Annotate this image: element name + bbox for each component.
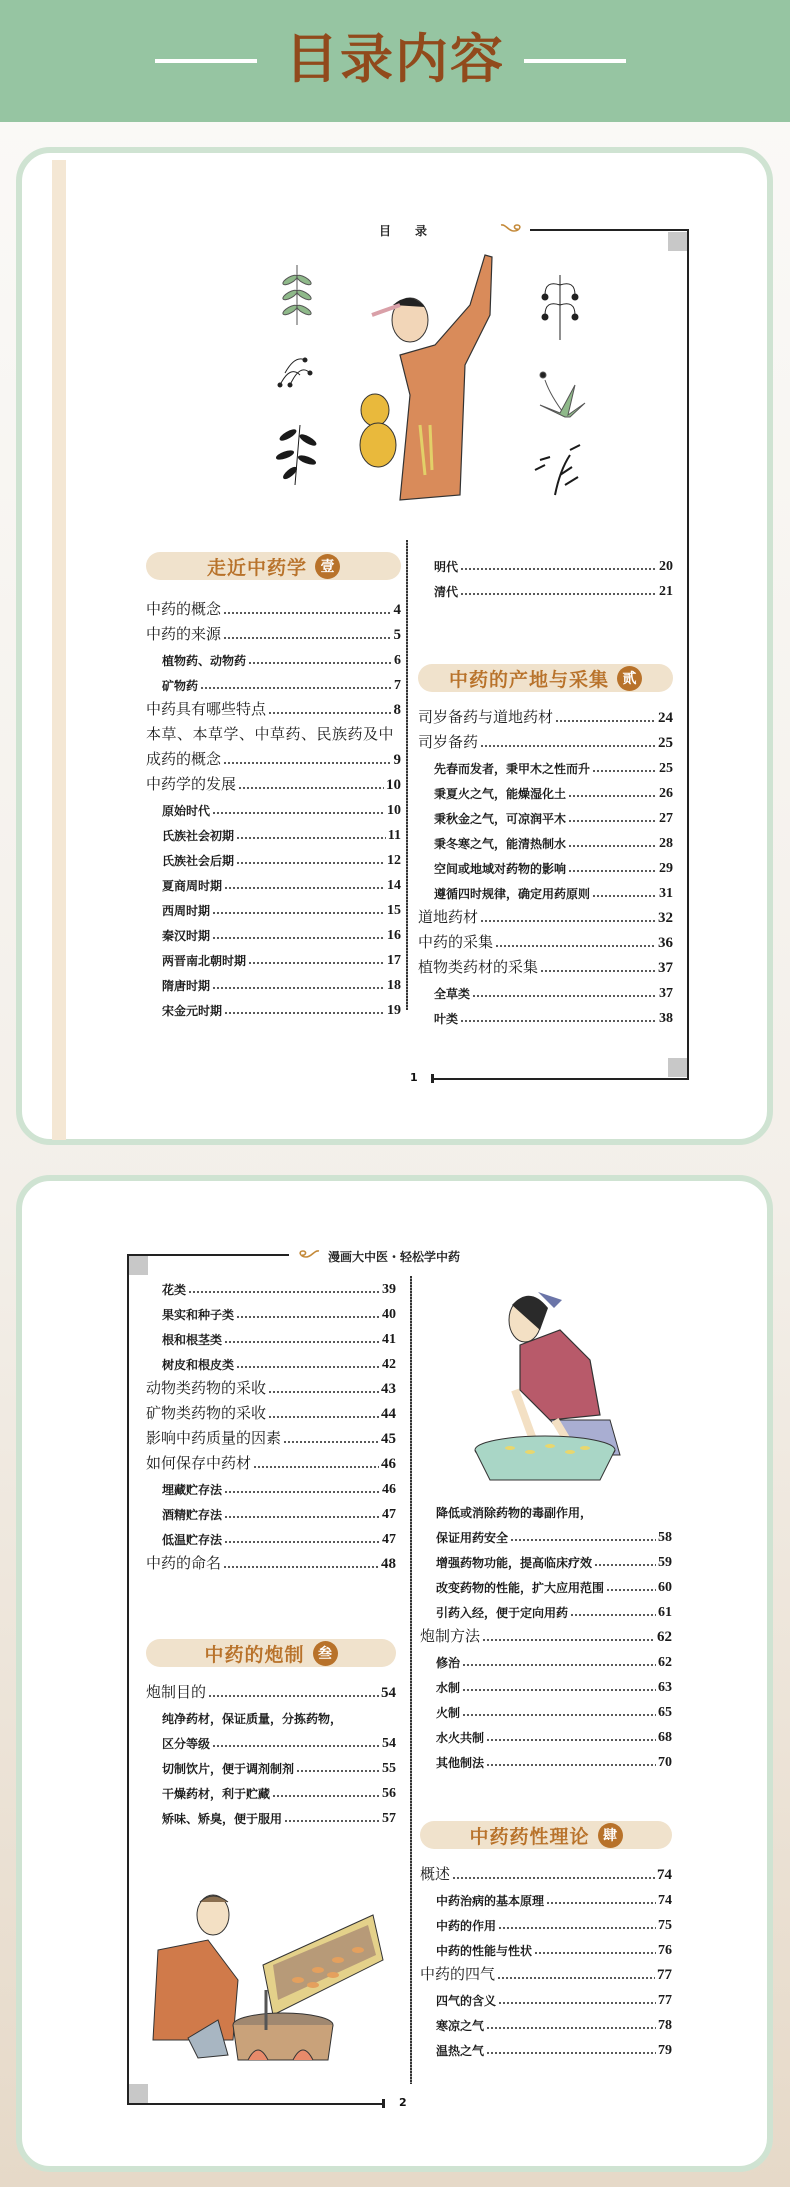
header-banner [0,0,790,122]
page2-bottom-rule [127,2103,383,2105]
toc-entry[interactable]: 火制 65 [436,1705,672,1720]
section-badge-icon: 肆 [598,1823,623,1848]
toc-entry[interactable]: 全草类 37 [434,986,673,1001]
toc-entry[interactable]: 中药的性能与性状 76 [436,1943,672,1958]
toc-entry[interactable]: 氏族社会初期 11 [162,828,401,843]
page2-left-rule [127,1254,129,2104]
section-header-2 [418,664,673,692]
toc-entry[interactable]: 空间或地域对药物的影响 29 [434,861,673,876]
toc-entry[interactable]: 四气的含义 77 [436,1993,672,2008]
toc-entry[interactable]: 成药的概念 9 [146,750,401,768]
toc-entry[interactable]: 修治 62 [436,1655,672,1670]
section-badge-icon: 壹 [315,554,340,579]
man-roasting-herbs-illustration [138,1870,398,2070]
section-badge-icon: 叁 [313,1641,338,1666]
toc-entry[interactable]: 隋唐时期 18 [162,978,401,993]
toc-entry[interactable]: 根和根茎类 41 [162,1332,396,1347]
toc-entry[interactable]: 植物类药材的采集 37 [418,958,673,976]
page2-top-rule [127,1254,289,1256]
toc-entry[interactable]: 本草、本草学、中草药、民族药及中 [146,725,395,743]
section-title: 中药的产地与采集 [448,668,609,691]
toc-entry[interactable]: 区分等级 54 [162,1736,396,1751]
toc-entry[interactable]: 切制饮片，便于调剂制剂 55 [162,1761,396,1776]
toc-entry[interactable]: 中药的概念 4 [146,600,401,618]
flower-sprig-icon [278,358,312,387]
page2-left-toc [146,1273,396,1827]
toc-entry[interactable]: 司岁备药与道地药材 24 [418,708,673,726]
woman-washing-herbs-illustration [440,1270,640,1495]
page2-right-toc [420,1496,672,2059]
page2-column-divider [410,1276,412,2084]
toc-entry[interactable]: 遵循四时规律，确定用药原则 31 [434,886,673,901]
toc-entry[interactable]: 中药学的发展 10 [146,775,401,793]
toc-entry[interactable]: 增强药物功能，提高临床疗效 59 [436,1555,672,1570]
toc-entry[interactable]: 影响中药质量的因素 45 [146,1429,396,1447]
toc-entry[interactable]: 干燥药材，利于贮藏 56 [162,1786,396,1801]
page1-number: 1 [410,1071,418,1084]
toc-entry[interactable]: 概述 74 [420,1865,672,1883]
fern-sprig-icon [535,445,580,495]
herb-sprig-icon [282,265,313,325]
page1-bottom-rule-tick [431,1074,434,1083]
toc-entry[interactable]: 水火共制 68 [436,1730,672,1745]
toc-entry[interactable]: 温热之气 79 [436,2043,672,2058]
toc-entry[interactable]: 如何保存中药材 46 [146,1454,396,1472]
dark-leaf-branch-icon [276,425,318,485]
toc-entry[interactable]: 夏商周时期 14 [162,878,401,893]
toc-entry[interactable]: 炮制目的 54 [146,1683,396,1701]
toc-entry[interactable]: 果实和种子类 40 [162,1307,396,1322]
page1-top-rule [530,229,688,231]
toc-entry[interactable]: 保证用药安全 58 [436,1530,672,1545]
toc-entry[interactable]: 矿物药 7 [162,678,401,693]
section-header-4 [420,1821,672,1849]
toc-entry[interactable]: 中药的采集 36 [418,933,673,951]
toc-entry[interactable]: 氏族社会后期 12 [162,853,401,868]
toc-entry[interactable]: 改变药物的性能，扩大应用范围 60 [436,1580,672,1595]
section-header-3 [146,1639,396,1667]
toc-entry[interactable]: 纯净药材，保证质量，分拣药物， [162,1712,343,1726]
page1-running-head: 目 录 [379,224,428,238]
toc-entry[interactable]: 寒凉之气 78 [436,2018,672,2033]
banner-title: 目录内容 [285,29,505,90]
toc-entry[interactable]: 道地药材 32 [418,908,673,926]
toc-entry[interactable]: 秉秋金之气，可凉润平木 27 [434,811,673,826]
toc-entry[interactable]: 炮制方法 62 [420,1627,672,1645]
toc-entry[interactable]: 酒精贮存法 47 [162,1507,396,1522]
grass-tuft-icon [540,372,585,417]
toc-entry[interactable]: 秦汉时期 16 [162,928,401,943]
toc-entry[interactable]: 中药的作用 75 [436,1918,672,1933]
page2-corner-marker-bottom [129,2084,148,2103]
toc-entry[interactable]: 花类 39 [162,1282,396,1297]
toc-entry[interactable]: 原始时代 10 [162,803,401,818]
toc-entry[interactable]: 其他制法 70 [436,1755,672,1770]
toc-entry[interactable]: 水制 63 [436,1680,672,1695]
page1-corner-marker-top [668,232,687,251]
section-title: 走近中药学 [206,556,307,579]
toc-entry[interactable]: 植物药、动物药 6 [162,653,401,668]
page1-right-rule [687,229,689,1079]
section-badge-icon: 贰 [617,666,642,691]
toc-entry[interactable]: 中药的来源 5 [146,625,401,643]
book-spine-shadow [52,160,66,1140]
toc-entry[interactable]: 低温贮存法 47 [162,1532,396,1547]
page2-running-head: 漫画大中医・轻松学中药 [328,1250,461,1264]
cloud-swirl-ornament-icon [500,222,534,236]
page1-column-divider [406,540,408,1010]
page1-bottom-rule [432,1078,689,1080]
toc-entry[interactable]: 动物类药物的采收 43 [146,1379,396,1397]
toc-entry[interactable]: 明代 20 [434,559,673,574]
toc-entry[interactable]: 秉冬寒之气，能清热制水 28 [434,836,673,851]
toc-entry[interactable]: 秉夏火之气，能燥湿化土 26 [434,786,673,801]
toc-entry[interactable]: 宋金元时期 19 [162,1003,401,1018]
page1-right-toc [418,550,673,1027]
toc-entry[interactable]: 叶类 38 [434,1011,673,1026]
toc-entry[interactable]: 两晋南北朝时期 17 [162,953,401,968]
toc-entry[interactable]: 清代 21 [434,584,673,599]
toc-entry[interactable]: 中药的命名 48 [146,1554,396,1572]
toc-entry[interactable]: 司岁备药 25 [418,733,673,751]
section-title: 中药药性理论 [469,1825,590,1848]
bell-flower-sprig-icon [542,275,578,340]
toc-entry[interactable]: 引药入经，便于定向用药 61 [436,1605,672,1620]
toc-entry[interactable]: 矿物类药物的采收 44 [146,1404,396,1422]
toc-entry[interactable]: 矫味、矫臭，便于服用 57 [162,1811,396,1826]
section-title: 中药的炮制 [204,1643,305,1666]
toc-entry[interactable]: 中药的四气 77 [420,1965,672,1983]
herbalist-figure [360,255,492,500]
toc-entry[interactable]: 先春而发者，秉甲木之性而升 25 [434,761,673,776]
page1-corner-marker-bottom [668,1058,687,1077]
toc-entry[interactable]: 降低或消除药物的毒副作用， [436,1506,593,1520]
page2-number: 2 [399,2096,407,2109]
toc-entry[interactable]: 埋藏贮存法 46 [162,1482,396,1497]
herbalist-illustration [260,245,600,515]
cloud-swirl-ornament-icon [286,1248,320,1262]
page2-bottom-rule-tick [382,2099,385,2108]
page1-left-toc [146,552,401,1019]
banner-right-rule [524,59,626,63]
section-header-1 [146,552,401,580]
toc-entry[interactable]: 西周时期 15 [162,903,401,918]
toc-entry[interactable]: 中药治病的基本原理 74 [436,1893,672,1908]
toc-entry[interactable]: 树皮和根皮类 42 [162,1357,396,1372]
toc-entry[interactable]: 中药具有哪些特点 8 [146,700,401,718]
